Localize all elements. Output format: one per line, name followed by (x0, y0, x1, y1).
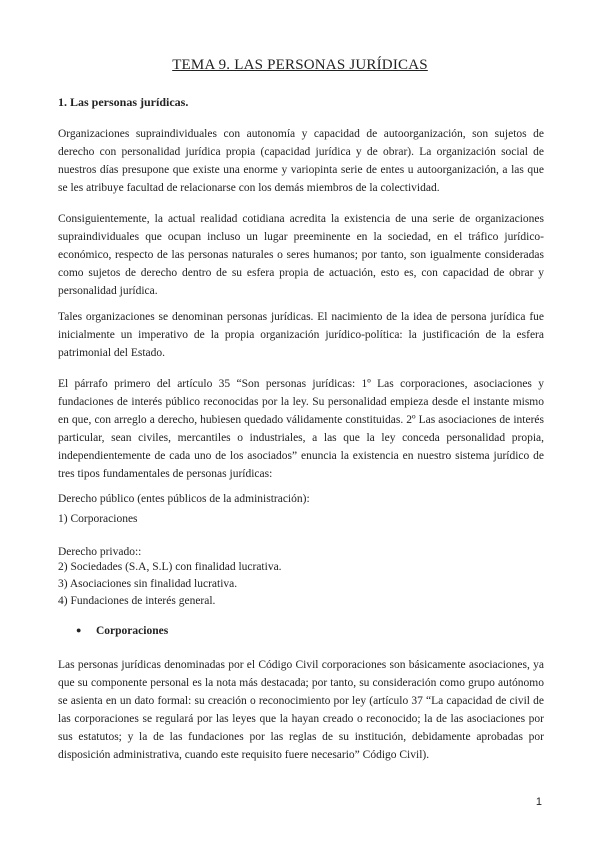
paragraph-corporaciones: Las personas jurídicas denominadas por el Código Civil corporaciones son básicamente asociaciones, ya que su componente personal es la nota más destacada; por tanto, su consideración como grupo autónomo se asienta en un dato formal: su creación o reconocimiento por ley (artículo 37 “La capacidad de civil de las corporaciones se regulará por las leyes que la hayan creado o reconocido; la de las asociaciones por sus estatutos; y la de las fundaciones por las reglas de su institución, debidamente aprobadas por disposición administrativa, cuando este requisito fuere necesario” Código Civil). (58, 659, 544, 761)
page-number: 1 (535, 796, 542, 808)
section-heading: 1. Las personas jurídicas. (58, 95, 189, 109)
bullet-dot-icon: ● (76, 625, 82, 635)
paragraph-articulo-35: El párrafo primero del artículo 35 “Son personas jurídicas: 1º Las corporaciones, asociaciones y fundaciones de interés público reconocidas por la ley. Su personalidad empieza desde el instante mismo en que, con arreglo a derecho, hubiesen quedado válidamente constituidas. 2º Las asociaciones de interés particular, sean civiles, mercantiles o industriales, a las que la ley conceda personalidad propia, independientemente de cada uno de los asociados” enuncia la existencia en nuestro sistema jurídico de tres tipos fundamentales de personas jurídicas: (58, 378, 544, 480)
private-law-label: Derecho privado:: (58, 546, 142, 558)
bullet-heading-label: Corporaciones (96, 625, 169, 637)
document-title: TEMA 9. LAS PERSONAS JURÍDICAS (172, 57, 428, 73)
paragraph-intro: Organizaciones supraindividuales con autonomía y capacidad de autoorganización, son sujetos de derecho con personalidad jurídica propia (capacidad jurídica y de obrar). La organización social de nuestros días presupone que existe una enorme y variopinta serie de entes u autoorganización, a las que se les atribuye facultad de relacionarse con los demás miembros de la colectividad. (58, 128, 544, 194)
public-law-label: Derecho público (entes públicos de la administración): (58, 493, 310, 505)
paragraph-tales-organizaciones: Tales organizaciones se denominan personas jurídicas. El nacimiento de la idea de persona jurídica fue inicialmente un imperativo de la propia organización jurídico-política: la justificación de la esfera patrimonial del Estado. (58, 311, 544, 359)
public-law-item: 1) Corporaciones (58, 513, 138, 525)
bullet-heading (76, 625, 168, 637)
paragraph-consiguientemente: Consiguientemente, la actual realidad cotidiana acredita la existencia de una serie de organizaciones supraindividuales que ocupan incluso un lugar preeminente en la sociedad, en el tráfico jurídico-económico, respecto de las personas naturales o seres humanos; por tanto, son igualmente consideradas como sujetos de derecho dentro de su esfera propia de actuación, esto es, con capacidad de obrar y personalidad jurídica. (58, 213, 544, 297)
list-item: 4) Fundaciones de interés general. (58, 595, 216, 607)
list-item: 3) Asociaciones sin finalidad lucrativa. (58, 578, 238, 590)
list-item: 2) Sociedades (S.A, S.L) con finalidad lucrativa. (58, 561, 282, 573)
